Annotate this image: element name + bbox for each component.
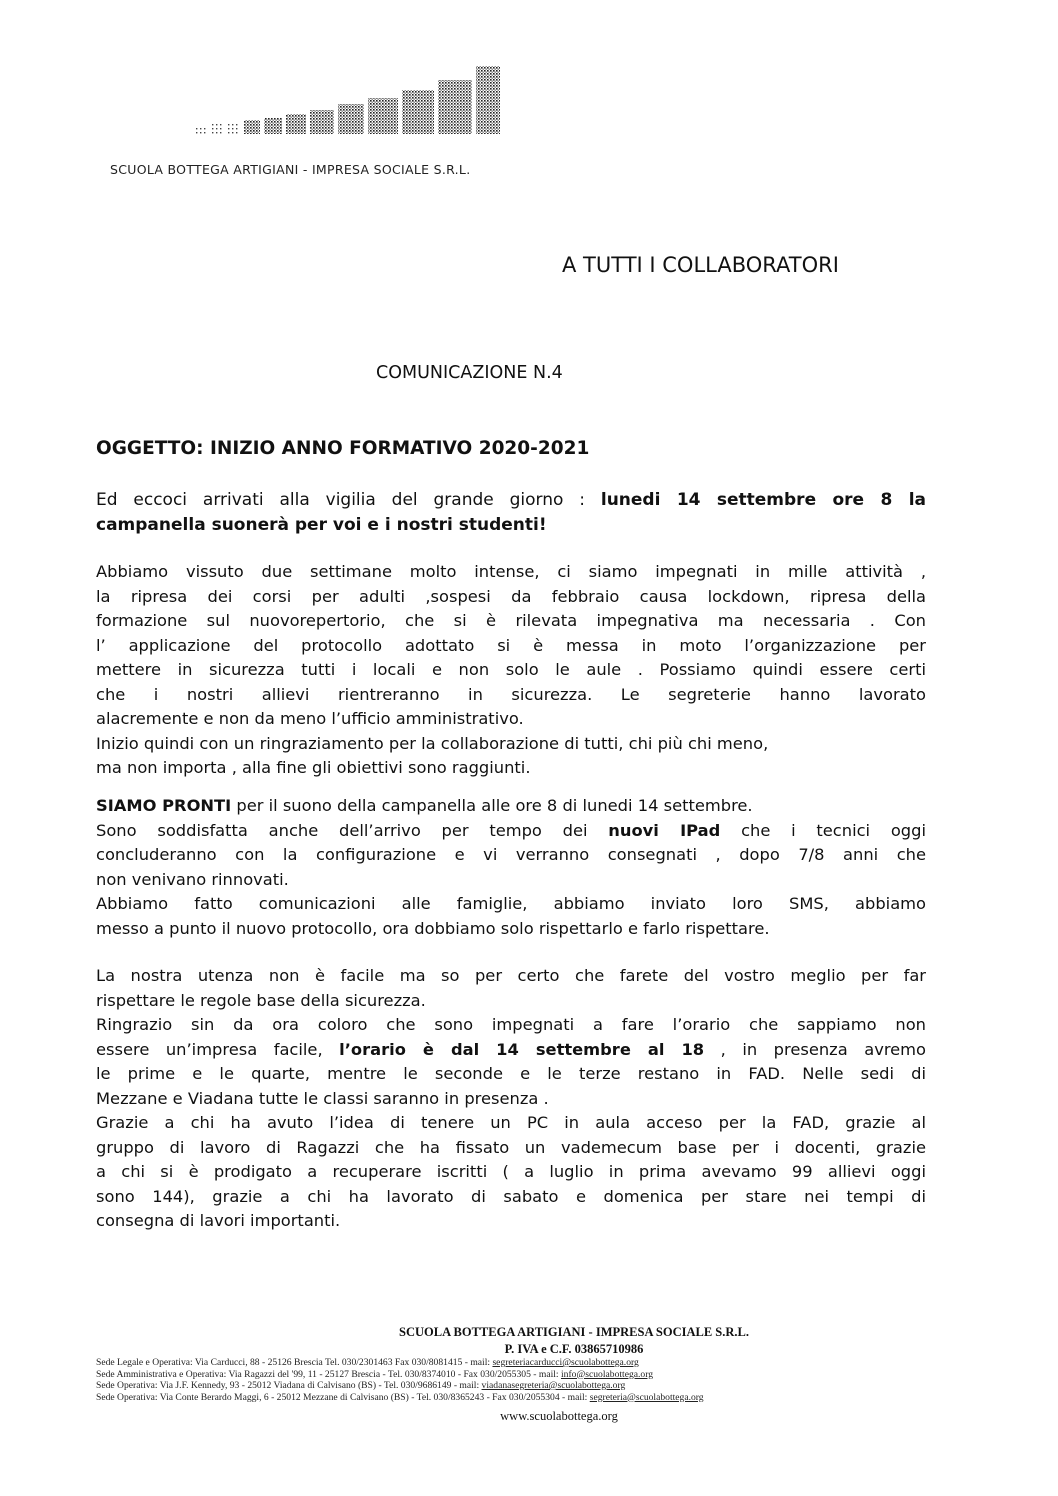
footer-sede-text: Sede Legale e Operativa: Via Carducci, 88 - 25126 Brescia Tel. 030/2301463 Fax 030/8081415 - mail: (96, 1357, 493, 1368)
footer-email-link[interactable]: info@scuolabottega.org (560, 1368, 654, 1380)
paragraph-line: Inizio quindi con un ringraziamento per la collaborazione di tutti, chi più chi meno, (96, 733, 769, 753)
paragraph-line: Grazie a chi ha avuto l’idea di tenere un PC in aula acceso per la FAD, grazie al (96, 1113, 926, 1132)
siamo-pronti-bold: SIAMO PRONTI (96, 796, 232, 815)
paragraph-line: gruppo di lavoro di Ragazzi che ha fissato un vademecum base per i docenti, grazie (96, 1137, 926, 1157)
paragraph-line: che i nostri allievi rientreranno in sicurezza. Le segreterie hanno lavorato (96, 684, 926, 704)
communication-number: COMUNICAZIONE N.4 (376, 363, 563, 383)
paragraph-line (96, 794, 926, 819)
paragraph-line: le prime e le quarte, mentre le seconde e le terze restano in FAD. Nelle sedi di (96, 1064, 926, 1083)
footer-sede-text: Sede Operativa: Via Conte Berardo Maggi, 6 - 25012 Mezzane di Calvisano (BS) - Tel. 030/8365243 - Fax 030/2055304 - mail: (96, 1391, 590, 1403)
footer-sede-legale (96, 1357, 1058, 1369)
footer-sede-viadana (96, 1380, 1058, 1392)
schedule-dates-bold: l’orario è dal 14 settembre al 18 (339, 1039, 705, 1059)
paragraph-line: mettere in sicurezza tutti i locali e non solo le aule . Possiamo quindi essere certi (96, 660, 926, 679)
paragraph-line: consegna di lavori importanti. (96, 1211, 341, 1230)
paragraph-line: la ripresa dei corsi per adulti ,sospesi da febbraio causa lockdown, ripresa della (96, 586, 926, 606)
footer-sede-mezzane (96, 1392, 1058, 1404)
paragraph-line: l’ applicazione del protocollo adottato si è messa in moto l’organizzazione per (96, 635, 926, 655)
paragraph-line: alacremente e non da meno l’ufficio amministrativo. (96, 709, 524, 728)
intro-line-1-text: Ed eccoci arrivati alla vigilia del grande giorno : (96, 490, 601, 510)
paragraph-line-text: che i tecnici oggi (720, 820, 926, 840)
subject-heading: OGGETTO: INIZIO ANNO FORMATIVO 2020-2021 (96, 438, 590, 459)
intro-paragraph (96, 488, 926, 537)
intro-line-2 (96, 513, 926, 538)
paragraph-ready (96, 794, 926, 941)
paragraph-activities (96, 560, 926, 781)
paragraph-line: Mezzane e Viadana tutte le classi saranno in presenza . (96, 1088, 549, 1108)
intro-line-1-bold: lunedi 14 settembre ore 8 la (600, 490, 926, 510)
footer-sede-text: Sede Operativa: Via J.F. Kennedy, 93 - 25012 Viadana di Calvisano (BS) - Tel. 030/9686149 - mail: (96, 1380, 482, 1391)
paragraph-line: formazione sul nuovorepertorio, che si è rilevata impegnativa ma necessaria . Con (96, 611, 926, 630)
paragraph-line-text: per il suono della campanella alle ore 8 di lunedi 14 settembre. (231, 796, 753, 815)
paragraph-line: Abbiamo fatto comunicazioni alle famiglie, abbiamo inviato loro SMS, abbiamo (96, 894, 926, 913)
footer-sede-text: Sede Amministrativa e Operativa: Via Ragazzi del '99, 11 - 25127 Brescia - Tel. 030/8374010 - Fax 030/2055305 - mail: (96, 1368, 561, 1380)
paragraph-line: non venivano rinnovati. (96, 869, 289, 889)
intro-line-1 (96, 488, 926, 513)
paragraph-line-text: , in presenza avremo (704, 1039, 927, 1059)
footer-sede-amministrativa (96, 1369, 1058, 1381)
letterhead-footer (0, 1325, 1058, 1424)
footer-website-link[interactable]: www.scuolabottega.org (500, 1409, 618, 1423)
paragraph-line (96, 1038, 926, 1063)
paragraph-line: sono 144), grazie a chi ha lavorato di sabato e domenica per stare nei tempi di (96, 1186, 926, 1206)
footer-email-link[interactable]: viadanasegreteria@scuolabottega.org (481, 1380, 626, 1391)
paragraph-line: rispettare le regole base della sicurezza. (96, 990, 426, 1010)
paragraph-line: Ringrazio sin da ora coloro che sono impegnati a fare l’orario che sappiamo non (96, 1015, 926, 1034)
paragraph-line-text: essere un’impresa facile, (96, 1039, 340, 1059)
school-logo-graphic (196, 64, 500, 140)
footer-email-link[interactable]: segreteriacarducci@scuolabottega.org (492, 1357, 639, 1368)
paragraph-line: La nostra utenza non è facile ma so per certo che farete del vostro meglio per far (96, 966, 926, 985)
paragraph-line: Abbiamo vissuto due settimane molto intense, ci siamo impegnati in mille attività , (96, 562, 926, 581)
paragraph-line-text: Sono soddisfatta anche dell’arrivo per tempo dei (96, 820, 609, 840)
paragraph-line: messo a punto il nuovo protocollo, ora dobbiamo solo rispettarlo e farlo rispettare. (96, 918, 770, 938)
paragraph-line: a chi si è prodigato a recuperare iscritti ( a luglio in prima avevamo 99 allievi oggi (96, 1162, 926, 1181)
footer-email-link[interactable]: segreteria@scuolabottega.org (589, 1391, 704, 1403)
paragraph-line: ma non importa , alla fine gli obiettivi sono raggiunti. (96, 758, 531, 777)
footer-company-name: SCUOLA BOTTEGA ARTIGIANI - IMPRESA SOCIALE S.R.L. (399, 1325, 749, 1339)
logo-caption: SCUOLA BOTTEGA ARTIGIANI - IMPRESA SOCIALE S.R.L. (110, 162, 471, 177)
paragraph-line (96, 819, 926, 844)
recipient-heading: A TUTTI I COLLABORATORI (562, 253, 839, 277)
paragraph-line: concluderanno con la configurazione e vi verranno consegnati , dopo 7/8 anni che (96, 845, 926, 864)
nuovi-ipad-bold: nuovi IPad (608, 820, 721, 840)
footer-vat-number: P. IVA e C.F. 03865710986 (504, 1342, 644, 1356)
paragraph-thanks (96, 964, 926, 1234)
intro-line-2-bold: campanella suonerà per voi e i nostri studenti! (96, 514, 547, 535)
